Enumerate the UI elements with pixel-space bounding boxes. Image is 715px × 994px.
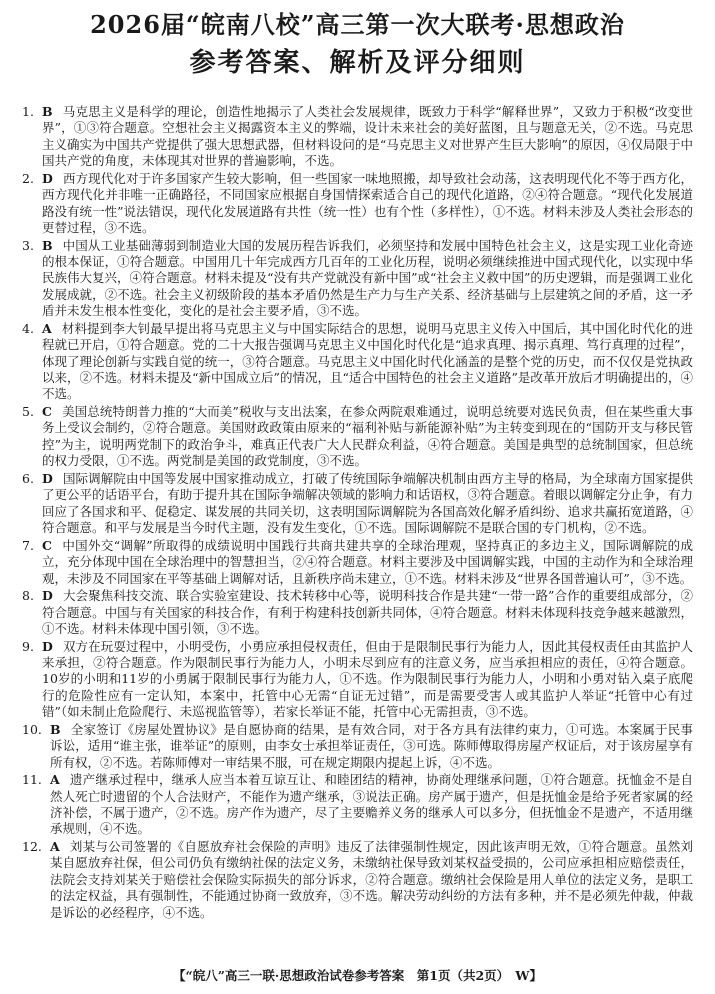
answer-item <box>22 839 693 921</box>
question-number: 4. <box>22 320 34 336</box>
answer-item <box>22 404 693 470</box>
answer-item <box>22 538 693 587</box>
answer-letter: A <box>50 838 60 854</box>
answer-letter: D <box>42 638 53 654</box>
question-number: 3. <box>22 237 34 253</box>
answer-explanation: 遗产继承过程中，继承人应当本着互谅互让、和睦团结的精神，协商处理继承问题，①符合题意。抚恤金不是自然人死亡时遗留的个人合法财产，不能作为遗产继承，③说法正确。房产属于遗产，但是抚恤金是给予死者家属的经济补偿，不属于遗产，②不选。房产作为遗产，尽了主要赡养义务的继承人可以多分，但抚恤金不是遗产，不适用继承规则，④不选。 <box>50 772 693 837</box>
answer-letter: D <box>42 588 53 604</box>
answer-item <box>22 321 693 403</box>
answer-item <box>22 588 693 637</box>
answer-item <box>22 238 693 320</box>
question-number: 2. <box>22 170 34 186</box>
question-number: 1. <box>22 104 34 119</box>
answer-letter: C <box>42 404 52 420</box>
document-subtitle: 参考答案、解析及评分细则 <box>189 48 526 78</box>
answer-item <box>22 471 693 537</box>
answer-explanation: 材料提到李大钊最早提出将马克思主义与中国实际结合的思想，说明马克思主义传入中国后，其中国化时代化的进程就已开启，①符合题意。党的二十大报告强调马克思主义中国化时代化是“追求真理、揭示真理、笃行真理的过程”，体现了理论创新与实践自觉的统一，③符合题意。马克思主义中国化时代化涵盖的是整个党的历史，而不仅仅是党执政以来，②不选。材料未提及“新中国成立后”的情况，且“适合中国特色的社会主义道路”是改革开放后才明确提出的，④不选。 <box>42 320 693 402</box>
answer-letter: A <box>42 320 52 336</box>
answer-explanation: 中国外交“调解”所取得的成绩说明中国践行共商共建共享的全球治理观，坚持真正的多边主义，国际调解院的成立，充分体现中国在全球治理中的智慧担当，②④符合题意。材料主要涉及中国调解实践，中国的主动作为和全球治理观，未涉及不同国家在平等基础上调解对话，且新秩序尚未建立，①不选。材料未涉及“世界各国普遍认可”，③不选。 <box>42 537 693 586</box>
question-number: 12. <box>22 838 42 854</box>
question-number: 11. <box>22 772 42 788</box>
answer-item <box>22 772 693 838</box>
answer-explanation: 美国总统特朗普力推的“大而美”税收与支出法案，在参众两院艰难通过，说明总统要对选民负责，但在某些重大事务上受议会制约，②符合题意。美国财政政策由原来的“福利补贴与新能源补贴”为主转变到现在的“国防开支与移民管控”为主，说明两党制下的政治争斗，难真正代表广大人民群众利益，④符合题意。美国是典型的总统制国家，但总统的权力受限，①不选。两党制是美国的政党制度，③不选。 <box>42 404 693 469</box>
answer-explanation: 全家签订《房屋处置协议》是自愿协商的结果，是有效合同，对于各方具有法律约束力，①可选。本案属于民事诉讼，适用“谁主张，谁举证”的原则，由李女士承担举证责任，③可选。陈师傅取得房屋产权证后，对于该房屋享有所有权，②不选。若陈师傅对一审结果不服，可在规定期限内提起上诉，④不选。 <box>50 721 693 770</box>
answer-explanation: 刘某与公司签署的《自愿放弃社会保险的声明》违反了法律强制性规定，因此该声明无效，①符合题意。虽然刘某自愿放弃社保，但公司仍负有缴纳社保的法定义务，未缴纳社保导致刘某权益受损的，公司应承担相应赔偿责任，法院会支持刘某关于赔偿社会保险实际损失的部分诉求，②符合题意。缴纳社会保险是用人单位的法定义务，是职工的法定权益，具有强制性，不能通过协商一致放弃，③不选。解决劳动纠纷的方法有多种，并不是必须先仲裁，仲裁是诉讼的必经程序，④不选。 <box>50 838 693 920</box>
answer-explanation: 国际调解院由中国等发展中国家推动成立，打破了传统国际争端解决机制由西方主导的格局，为全球南方国家提供了更公平的话语平台，有助于提升其在国际争端解决领域的影响力和话语权，③符合题意。着眼以调解定分止争，有力回应了各国求和平、促稳定、谋发展的共同关切，这表明国际调解院为各国高效化解矛盾纠纷、追求共赢拓宽道路，④符合题意。和平与发展是当今时代主题，没有发生变化，①不选。国际调解院不是联合国的专门机构，②不选。 <box>42 470 693 536</box>
answer-letter: B <box>50 721 61 737</box>
answer-explanation: 中国从工业基础薄弱到制造业大国的发展历程告诉我们，必须坚持和发展中国特色社会主义，这是实现工业化奇迹的根本保证，①符合题意。中国用几十年完成西方几百年的工业化历程，说明必须继续推进中国式现代化，以实现中华民族伟大复兴，④符合题意。材料未提及“没有共产党就没有新中国”或“社会主义救中国”的历史逻辑，而是强调工业化发展成就，②不选。社会主义初级阶段的基本矛盾仍然是生产力与生产关系、经济基础与上层建筑之间的矛盾，这一矛盾并未发生根本性变化，变化的是社会主要矛盾，③不选。 <box>42 237 693 319</box>
question-number: 8. <box>22 588 34 604</box>
answer-explanation: 马克思主义是科学的理论，创造性地揭示了人类社会发展规律，既致力于科学“解释世界”，又致力于积极“改变世界”，①③符合题意。空想社会主义揭露资本主义的弊端，设计未来社会的美好蓝图，且与题意无关，②不选。马克思主义确实为中国共产党提供了强大思想武器，但材料设问的是“马克思主义对世界产生巨大影响”的原因，④仅局限于中国共产党的角度，未体现其对世界的普遍影响，不选。 <box>42 104 693 169</box>
question-number: 6. <box>22 470 34 486</box>
question-number: 5. <box>22 404 34 420</box>
answer-item <box>22 639 693 721</box>
answer-list <box>22 104 693 922</box>
page-footer: 【“皖八”高三一联·思想政治试卷参考答案 第1页（共2页） W】 <box>173 968 542 983</box>
answer-item <box>22 104 693 170</box>
answer-item <box>22 722 693 771</box>
document-title: 2026届“皖南八校”高三第一次大联考·思想政治 <box>90 10 625 39</box>
answer-explanation: 西方现代化对于许多国家产生较大影响，但一些国家一味地照搬，却导致社会动荡，这表明现代化不等于西方化，西方现代化并非唯一正确路径，不同国家应根据自身国情探索适合自己的现代化道路，②④符合题意。“现代化发展道路没有统一性”说法错误，现代化发展道路有共性（统一性）也有个性（多样性），①不选。材料未涉及人类社会形态的更替过程，③不选。 <box>42 170 693 236</box>
answer-letter: D <box>42 170 53 186</box>
question-number: 7. <box>22 537 34 553</box>
answer-letter: B <box>42 237 53 253</box>
answer-explanation: 双方在玩耍过程中，小明受伤，小勇应承担侵权责任，但由于是限制民事行为能力人，因此其侵权责任由其监护人来承担，②符合题意。作为限制民事行为能力人，小明未尽到应有的注意义务，应当承担相应的责任，④符合题意。10岁的小明和11岁的小勇属于限制民事行为能力人，①不选。作为限制民事行为能力人，小明和小勇对钻入桌子底爬行的危险性应有一定认知，本案中，托管中心无需“自证无过错”，而是需要受害人或其监护人举证“托管中心有过错”（如未制止危险爬行、未巡视监管等），若家长举证不能，托管中心无需担责，③不选。 <box>42 638 693 720</box>
question-number: 10. <box>22 721 42 737</box>
answer-letter: B <box>42 104 53 119</box>
answer-letter: C <box>42 537 52 553</box>
answer-letter: A <box>50 772 60 788</box>
answer-letter: D <box>42 470 53 486</box>
answer-item <box>22 171 693 237</box>
question-number: 9. <box>22 638 34 654</box>
answer-explanation: 大会聚焦科技交流、联合实验室建设、技术转移中心等，说明科技合作是共建“一带一路”合作的重要组成部分，②符合题意。中国与有关国家的科技合作，有利于构建科技创新共同体，④符合题意。材料未体现科技竞争越来越激烈，①不选。材料未体现中国引领，③不选。 <box>42 588 693 636</box>
